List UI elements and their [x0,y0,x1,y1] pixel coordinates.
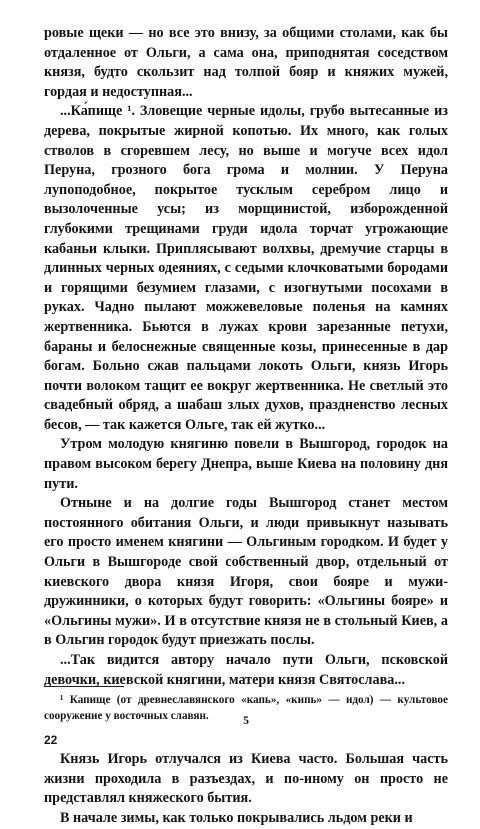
paragraph: Отныне и на долгие годы Вышгород станет местом постоянного обитания Ольги, и люди привыкнут называть его просто именем княгини — Ольгиным городком. И будет у Ольги в Вышгороде свой собственный двор, отдельный от киевского двора князя Игоря, свои бояре и мужи-дружинники, о которых будут говорить: «Ольгины бояре» и «Ольгины мужи». И в отсутствие князя не в стольный Киев, а в Ольгин городок будут приезжать послы. [44,495,448,649]
paragraph: ровые щеки — но все это внизу, за общими столами, как бы отдаленное от Ольги, а сама она, приподнятая соседством князя, будто скользит над толпой бояр и княжих мужей, гордая и недоступная... [44,25,448,100]
page-number: 22 [44,733,58,747]
paragraph: ...Ка́пище ¹. Зловещие черные идолы, грубо вытесанные из дерева, покрытые жирной копотью. Их много, как голых стволов в сгоревшем лесу, но выше и могуче всех идол Перуна, грозного бога грома и молнии. У Перуна лупоподобное, покрытое тусклым серебром лицо и вызолоченные усы; из морщинистой, изборожденной глубокими трещинами груди идола торчат угрожающие кабаньи клыки. Приплясывают волхвы, дремучие старцы в длинных черных одеяниях, с седыми клочковатыми бородами и горящими безумием глазами, с изогнутыми посохами в руках. Чадно пылают можжевеловые поленья на камнях жертвенника. Бьются в лужах крови зарезанные петухи, бараны и белоснежные священные козы, принесенные в дар богам. Больно сжав пальцами локоть Ольги, князь Игорь почти волоком тащит ее вокруг жертвенника. Не светлый это свадебный обряд, а шабаш злых духов, праздненство лесных бесов, — так кажется Ольге, так ей жутко... [44,103,448,433]
chapter-number: 5 [243,713,249,728]
footnote-divider [44,686,124,687]
paragraph: ...Так видится автору начало пути Ольги, псковской девочки, киевской княгини, матери князя Святослава... [44,652,448,688]
paragraph: Утром молодую княгиню повели в Вышгород, городок на правом высоком берегу Днепра, выше Киева на половину дня пути. [44,436,448,492]
paragraph: В начале зимы, как только покрывались льдом реки и [60,809,413,826]
footnote: ¹ Капище (от древнеславянского «капь», «кипь» — идол) — культовое сооружение у восточных славян. [44,694,448,722]
paragraph: Князь Игорь отлучался из Киева часто. Большая часть жизни проходила в разъездах, и по-иному он просто не представлял княжеского бытия. [44,751,448,807]
